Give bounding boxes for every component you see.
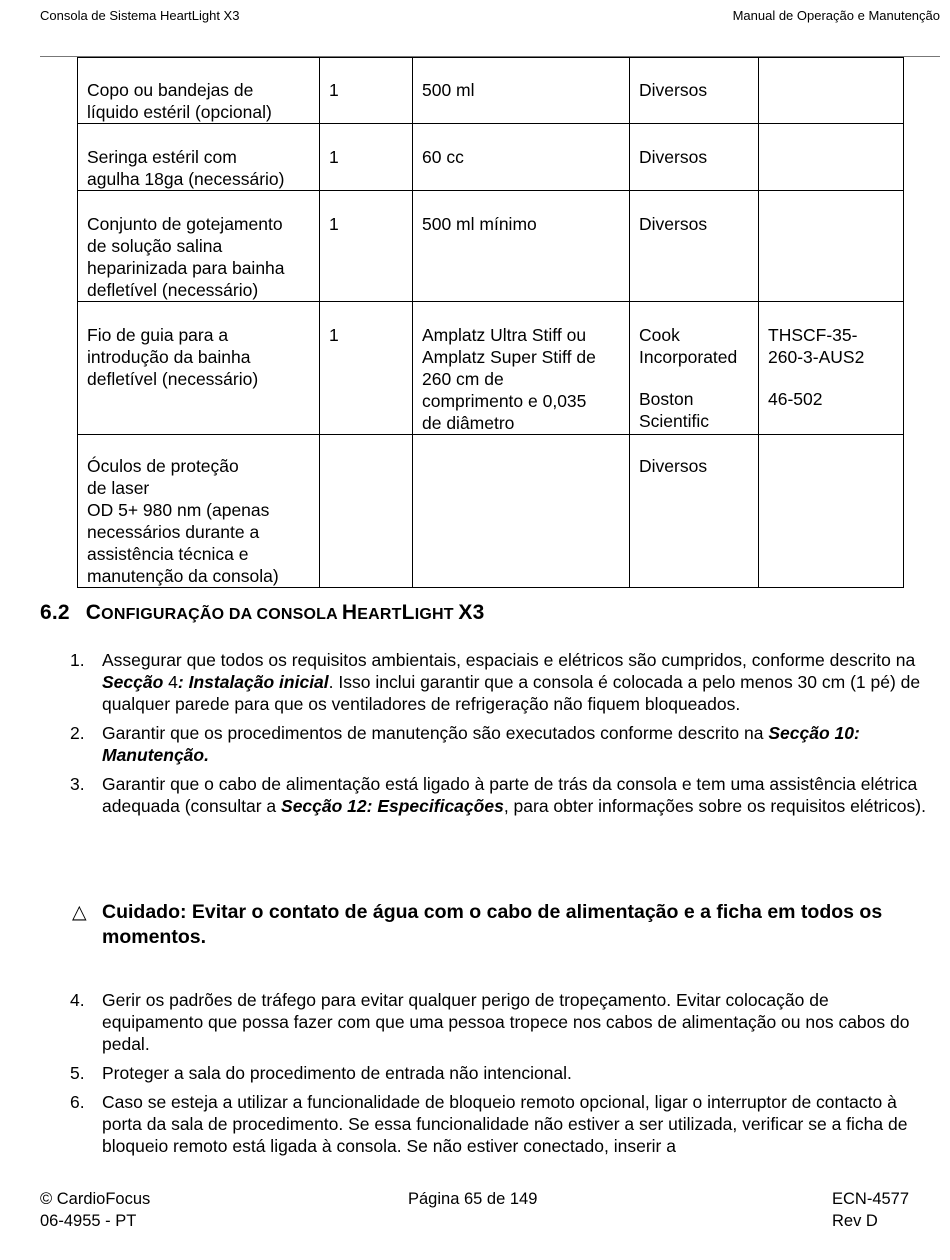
- cell-line: Diversos: [639, 456, 708, 476]
- cell-line: de laser: [87, 478, 150, 498]
- cell-line: 1: [329, 80, 339, 100]
- cell-line: THSCF-35-: [768, 325, 858, 345]
- cell-line: 46-502: [768, 389, 823, 409]
- section-title-part: IGHT: [414, 606, 459, 623]
- section-title-part: ONFIGURAÇÃO DA CONSOLA: [101, 606, 342, 623]
- list-item: [70, 989, 930, 1055]
- footer-copyright: © CardioFocus: [40, 1190, 151, 1208]
- cell-specification: [413, 124, 630, 191]
- table-row: [78, 124, 904, 191]
- cell-item: [78, 124, 320, 191]
- section-reference: Secção 10: Manutenção.: [102, 723, 860, 765]
- section-title-part: C: [85, 601, 102, 624]
- cell-part-number: [759, 435, 904, 588]
- cell-spacer: [768, 368, 895, 388]
- cell-line: Conjunto de gotejamento: [87, 214, 283, 234]
- cell-line: Fio de guia para a: [87, 325, 229, 345]
- cell-line: Cook: [639, 325, 680, 345]
- table-row: [78, 58, 904, 124]
- section-number: 6.2: [40, 601, 70, 624]
- list-item-text: [102, 649, 930, 715]
- cell-line: Diversos: [639, 214, 708, 234]
- cell-line: OD 5+ 980 nm (apenas: [87, 500, 270, 520]
- footer-ecn: ECN-4577: [832, 1190, 910, 1208]
- cell-line: assistência técnica e: [87, 544, 249, 564]
- cell-line: Amplatz Ultra Stiff ou: [422, 325, 587, 345]
- cell-line: 1: [329, 147, 339, 167]
- footer-page-number: Página 65 de 149: [408, 1190, 538, 1208]
- list-item: [70, 649, 930, 715]
- section-title-part: X3: [458, 601, 485, 624]
- list-item-number: 6.: [70, 1092, 85, 1112]
- cell-manufacturer: [630, 191, 759, 302]
- cell-line: comprimento e 0,035: [422, 391, 587, 411]
- cell-line: líquido estéril (opcional): [87, 102, 272, 122]
- section-reference: Secção 12: Especificações: [281, 796, 504, 816]
- cell-quantity: [320, 124, 413, 191]
- running-header-title: Consola de Sistema HeartLight X3: [40, 8, 240, 23]
- text-run: Assegurar que todos os requisitos ambientais, espaciais e elétricos são cumpridos, conforme descrito na: [102, 650, 916, 670]
- cell-line: Óculos de proteção: [87, 456, 239, 476]
- equipment-table: [77, 57, 904, 588]
- cell-quantity: [320, 302, 413, 435]
- cell-item: [78, 435, 320, 588]
- caution-triangle-icon: △: [72, 902, 87, 923]
- cell-line: Amplatz Super Stiff de: [422, 347, 596, 367]
- text-run: Gerir os padrões de tráfego para evitar qualquer perigo de tropeçamento. Evitar colocação de equipamento que possa fazer com que uma pessoa tropece nos cabos de alimentação ou nos cabos do pedal.: [102, 990, 910, 1054]
- cell-specification: [413, 191, 630, 302]
- caution-notice: [72, 900, 942, 950]
- cell-quantity: [320, 435, 413, 588]
- equipment-table-body: [78, 58, 904, 588]
- cell-item: [78, 302, 320, 435]
- cell-line: agulha 18ga (necessário): [87, 169, 285, 189]
- cell-manufacturer: [630, 58, 759, 124]
- cell-line: manutenção da consola): [87, 566, 279, 586]
- table-row: [78, 435, 904, 588]
- cell-line: introdução da bainha: [87, 347, 251, 367]
- text-run: Garantir que o cabo de alimentação está ligado à parte de trás da consola e tem uma assistência elétrica adequada (consultar a: [102, 774, 918, 816]
- cell-part-number: [759, 191, 904, 302]
- cell-part-number: [759, 58, 904, 124]
- cell-manufacturer: [630, 124, 759, 191]
- cell-specification: [413, 58, 630, 124]
- section-reference: Secção: [102, 672, 164, 692]
- table-row: [78, 302, 904, 435]
- list-item: [70, 773, 930, 817]
- list-item-text: [102, 722, 930, 766]
- cell-part-number: [759, 124, 904, 191]
- list-item-number: 4.: [70, 990, 85, 1010]
- text-run: 4: [163, 672, 178, 692]
- running-header-manual: Manual de Operação e Manutenção: [732, 8, 940, 23]
- cell-line: defletível (necessário): [87, 369, 259, 389]
- list-item-number: 3.: [70, 774, 85, 794]
- cell-line: heparinizada para bainha: [87, 258, 285, 278]
- list-item: [70, 722, 930, 766]
- list-item-text: [102, 989, 930, 1055]
- text-run: . Isso inclui garantir que a consola é colocada a pelo menos 30 cm (1 pé) de qualquer parede para que os ventiladores de refrigeração não fiquem bloqueados.: [102, 672, 921, 714]
- text-run: Proteger a sala do procedimento de entrada não intencional.: [102, 1063, 572, 1083]
- footer-revision: Rev D: [832, 1212, 878, 1230]
- section-title-part: EART: [357, 606, 402, 623]
- section-title-part: L: [401, 601, 415, 624]
- cell-quantity: [320, 58, 413, 124]
- cell-line: defletível (necessário): [87, 280, 259, 300]
- list-item-text: [102, 1091, 930, 1157]
- steps-list-4-6: [70, 989, 930, 1164]
- caution-text: Cuidado: Evitar o contato de água com o cabo de alimentação e a ficha em todos os momentos.: [102, 901, 883, 948]
- cell-line: Copo ou bandejas de: [87, 80, 254, 100]
- cell-line: Diversos: [639, 80, 708, 100]
- list-item-number: 5.: [70, 1063, 85, 1083]
- cell-line: de solução salina: [87, 236, 223, 256]
- section-title: [86, 601, 485, 624]
- list-item-number: 1.: [70, 650, 85, 670]
- text-run: Caso se esteja a utilizar a funcionalidade de bloqueio remoto opcional, ligar o interruptor de contacto à porta da sala de procedimento. Se essa funcionalidade não estiver a ser utilizada, verificar se a ficha de bloqueio remoto está ligada à consola. Se não estiver conectado, inserir a: [102, 1092, 908, 1156]
- cell-line: de diâmetro: [422, 413, 515, 433]
- cell-part-number: [759, 302, 904, 435]
- list-item: [70, 1091, 930, 1157]
- cell-line: Scientific: [639, 411, 710, 431]
- cell-line: 1: [329, 214, 339, 234]
- cell-line: Diversos: [639, 147, 708, 167]
- cell-manufacturer: [630, 435, 759, 588]
- cell-specification: [413, 302, 630, 435]
- cell-line: 500 ml mínimo: [422, 214, 537, 234]
- cell-item: [78, 58, 320, 124]
- list-item-text: [102, 773, 930, 817]
- list-item-number: 2.: [70, 723, 85, 743]
- footer-doc-number: 06-4955 - PT: [40, 1212, 137, 1230]
- table-row: [78, 191, 904, 302]
- cell-line: Seringa estéril com: [87, 147, 237, 167]
- cell-line: 1: [329, 325, 339, 345]
- cell-line: 260 cm de: [422, 369, 504, 389]
- list-item: [70, 1062, 930, 1084]
- cell-line: 500 ml: [422, 80, 475, 100]
- footer-left: [40, 1188, 150, 1232]
- text-run: Garantir que os procedimentos de manutenção são executados conforme descrito na: [102, 723, 769, 743]
- section-title-part: H: [341, 601, 358, 624]
- cell-specification: [413, 435, 630, 588]
- text-run: , para obter informações sobre os requisitos elétricos).: [503, 796, 926, 816]
- cell-spacer: [639, 368, 750, 388]
- steps-list-1-3: [70, 649, 930, 824]
- cell-manufacturer: [630, 302, 759, 435]
- cell-line: Boston: [639, 389, 694, 409]
- cell-line: Incorporated: [639, 347, 738, 367]
- cell-item: [78, 191, 320, 302]
- cell-quantity: [320, 191, 413, 302]
- cell-line: 260-3-AUS2: [768, 347, 865, 367]
- list-item-text: [102, 1062, 930, 1084]
- cell-line: 60 cc: [422, 147, 464, 167]
- cell-line: necessários durante a: [87, 522, 260, 542]
- footer-right: [832, 1188, 909, 1232]
- section-reference: : Instalação inicial: [177, 672, 329, 692]
- section-heading: [40, 601, 484, 625]
